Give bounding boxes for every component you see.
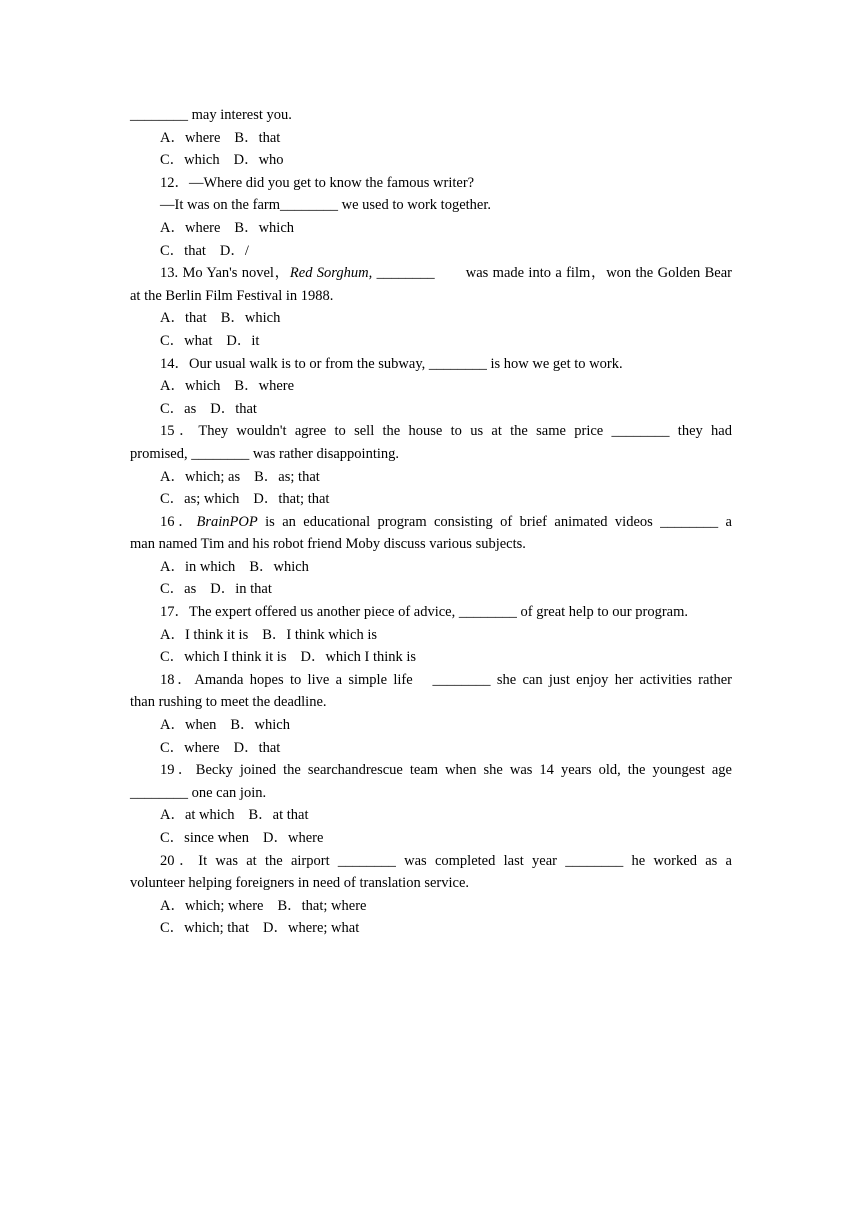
question-15-stem: 15．They wouldn't agree to sell the house to us at the same price ________ they had [160,423,732,440]
options-row [130,895,732,918]
option-d: D．/ [219,242,249,259]
options-row [130,488,732,511]
option-b: B．which [249,558,309,575]
options-row [130,307,732,330]
option-b: B．where [234,378,295,395]
option-b: B．which [230,717,290,734]
option-c: C．where [160,739,220,756]
option-a: A．where [160,129,221,146]
options-row [130,737,732,760]
option-c: C．as [160,581,197,598]
question-16-stem [130,511,732,534]
question-14-stem: 14．Our usual walk is to or from the subway, ________ is how we get to work. [160,355,623,372]
options-row [130,646,732,669]
option-b: B．that [234,129,281,146]
options-row [130,556,732,579]
option-c: C．that [160,242,206,259]
options-row [130,624,732,647]
question-15-cont: promised, ________ was rather disappointing. [130,445,400,462]
option-c: C．what [160,332,213,349]
question-17-stem: 17．The expert offered us another piece of advice, ________ of great help to our program. [160,604,688,621]
question-19-stem: 19．Becky joined the searchandrescue team when she was 14 years old, the youngest age [160,762,732,779]
option-a: A．which; where [160,897,264,914]
option-b: B．which [220,310,281,327]
option-b: B．as; that [254,468,320,485]
option-b: B．which [234,219,295,236]
program-title: BrainPOP [196,513,258,530]
question-13-text: ________ was made into a film，won the Golden Bear [372,265,732,282]
question-13-cont: at the Berlin Film Festival in 1988. [130,287,334,304]
option-c: C．since when [160,830,249,846]
option-a: A．at which [160,807,235,824]
question-13-stem [130,262,732,285]
options-row [130,217,732,240]
option-b: B．that; where [277,897,367,914]
option-c: C．as [160,400,197,417]
option-a: A．when [160,717,217,734]
options-row [130,578,732,601]
question-19-cont: ________ one can join. [130,784,267,801]
options-row [130,375,732,398]
question-18-cont: than rushing to meet the deadline. [130,694,327,711]
option-c: C．which [160,152,220,169]
question-16-number: 16． [160,513,197,530]
question-tail: ________ may interest you. [130,107,292,123]
options-row [130,398,732,421]
options-row [130,827,732,850]
options-row [130,917,732,940]
option-a: A．where [160,219,221,236]
option-d: D．that; that [253,491,330,508]
option-d: D．who [233,152,284,169]
option-d: D．that [210,400,257,417]
book-title: Red Sorghum, [289,265,373,282]
option-c: C．as; which [160,491,240,508]
question-20-stem: 20．It was at the airport ________ was completed last year ________ he worked as a [160,852,732,869]
question-20-cont: volunteer helping foreigners in need of translation service. [130,875,470,892]
option-a: A．which; as [160,468,241,485]
question-12-reply: —It was on the farm________ we used to work together. [160,197,492,214]
options-row [130,466,732,489]
options-row [130,330,732,353]
question-12-stem: 12．—Where did you get to know the famous writer? [160,174,475,191]
question-13-number: 13. Mo Yan's novel， [160,265,290,282]
question-16-text: is an educational program consisting of brief animated videos ________ a [257,513,732,530]
option-a: A．in which [160,558,236,575]
option-c: C．which; that [160,920,250,937]
question-18-stem: 18．Amanda hopes to live a simple life ________ she can just enjoy her activities rather [160,671,732,688]
options-row [130,127,732,150]
option-d: D．in that [210,581,272,598]
option-d: D．that [233,739,281,756]
option-a: A．which [160,378,221,395]
option-d: D．it [226,332,260,349]
option-d: D．where; what [263,920,360,937]
option-a: A．I think it is [160,626,249,643]
options-row [130,804,732,827]
option-a: A．that [160,310,207,327]
question-list [130,104,732,940]
option-d: D．where [263,830,324,846]
options-row [130,149,732,172]
option-d: D．which I think is [300,649,417,666]
question-16-cont: man named Tim and his robot friend Moby discuss various subjects. [130,536,526,553]
options-row [130,714,732,737]
option-c: C．which I think it is [160,649,287,666]
options-row [130,240,732,263]
option-b: B．I think which is [262,626,378,643]
option-b: B．at that [248,807,309,824]
